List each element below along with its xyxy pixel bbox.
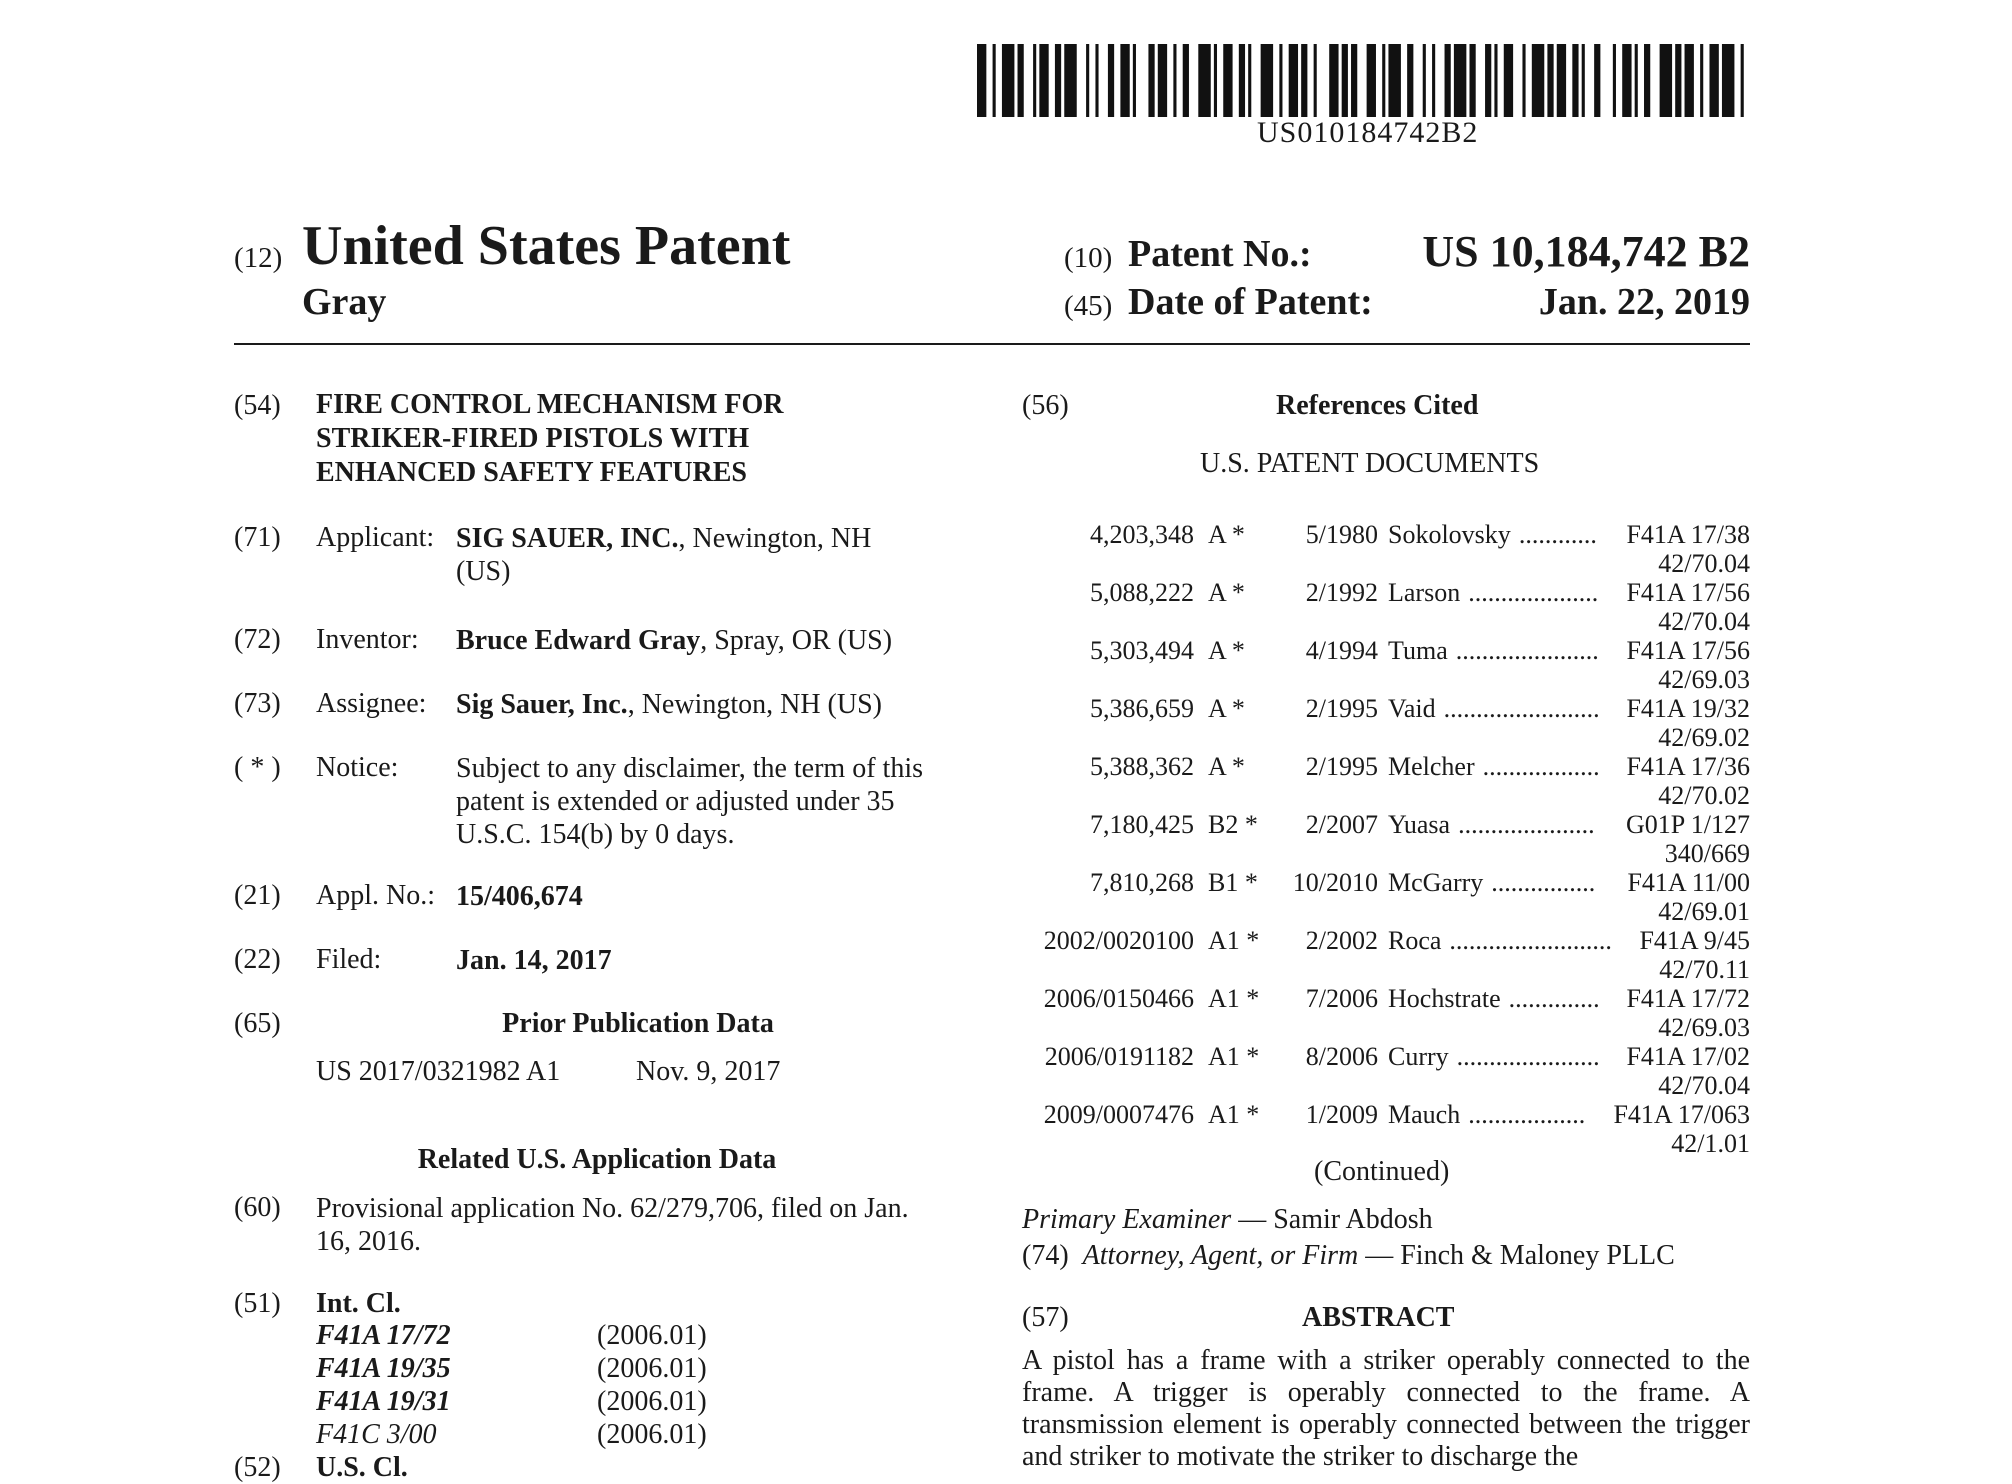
barcode-bar — [1367, 44, 1376, 117]
barcode-bar — [1469, 44, 1475, 117]
reference-name — [1388, 1100, 1585, 1130]
barcode-bar — [1382, 44, 1385, 117]
reference-name — [1388, 868, 1595, 898]
continued-note: (Continued) — [1314, 1156, 1450, 1187]
examiner-name: — Samir Abdosh — [1231, 1204, 1433, 1235]
assignee-value — [456, 688, 882, 721]
reference-name-text: Melcher — [1388, 752, 1475, 781]
reference-number: 5,303,494 — [1090, 636, 1194, 665]
title-code: (54) — [234, 390, 281, 421]
date-label: Date of Patent: — [1128, 281, 1373, 323]
reference-number: 2006/0150466 — [1043, 984, 1194, 1013]
barcode-bar — [1582, 44, 1585, 117]
barcode-icon — [977, 44, 1750, 117]
reference-kind: A1 * — [1208, 1042, 1260, 1071]
reference-row — [1000, 636, 1750, 694]
reference-date: 8/2006 — [1305, 1042, 1378, 1071]
notice-line: patent is extended or adjusted under 35 — [456, 786, 895, 817]
us-cl-code: (52) — [234, 1452, 281, 1483]
int-cl-item-code: F41A 19/31 — [316, 1386, 451, 1417]
barcode-bar — [1557, 44, 1566, 117]
barcode-bar — [1613, 44, 1616, 117]
reference-name-text: Sokolovsky — [1388, 520, 1511, 549]
reference-number: 2006/0191182 — [1044, 1042, 1194, 1071]
reference-name — [1388, 984, 1600, 1014]
reference-number: 2002/0020100 — [1043, 926, 1194, 955]
int-cl-item-code: F41A 19/35 — [316, 1353, 451, 1384]
reference-class: F41A 17/72 — [1626, 984, 1750, 1013]
reference-date: 2/1995 — [1305, 752, 1378, 781]
barcode-bar — [1635, 44, 1638, 117]
reference-leader-dots: ......................... — [1449, 926, 1612, 955]
reference-name-text: Hochstrate — [1388, 984, 1501, 1013]
barcode-bar — [1064, 44, 1076, 117]
inventor-name: Bruce Edward Gray — [456, 625, 701, 656]
barcode-bar — [1504, 44, 1513, 117]
barcode-bar — [993, 44, 996, 117]
barcode-bar — [1675, 44, 1681, 117]
reference-row — [1000, 1100, 1750, 1158]
date-value: Jan. 22, 2019 — [1538, 281, 1750, 323]
barcode-bar — [1261, 44, 1273, 117]
reference-name — [1388, 810, 1595, 840]
notice-code: ( * ) — [234, 752, 281, 783]
reference-subclass: 42/70.04 — [1658, 607, 1750, 636]
reference-date: 2/1992 — [1305, 578, 1378, 607]
reference-name-text: McGarry — [1388, 868, 1484, 897]
reference-name-text: Vaid — [1388, 694, 1436, 723]
reference-number: 4,203,348 — [1090, 520, 1194, 549]
inventor-code: (72) — [234, 624, 281, 655]
barcode-bar — [1454, 44, 1466, 117]
barcode-bar — [1198, 44, 1210, 117]
abstract-code: (57) — [1022, 1302, 1069, 1333]
barcode-bar — [1301, 44, 1307, 117]
int-cl-item-version: (2006.01) — [597, 1320, 707, 1351]
reference-subclass: 42/69.03 — [1658, 665, 1750, 694]
reference-row — [1000, 1042, 1750, 1100]
barcode-bar — [1158, 44, 1167, 117]
attorney-label: Attorney, Agent, or Firm — [1082, 1240, 1359, 1271]
barcode-bar — [1214, 44, 1217, 117]
reference-subclass: 42/69.03 — [1658, 1013, 1750, 1042]
reference-name — [1388, 520, 1597, 550]
reference-kind: B1 * — [1208, 868, 1258, 897]
barcode-bar — [1248, 44, 1251, 117]
invention-title — [316, 388, 783, 490]
related-text — [316, 1192, 909, 1258]
prior-pub-number: US 2017/0321982 A1 — [316, 1056, 561, 1087]
reference-date: 4/1994 — [1305, 636, 1378, 665]
reference-name — [1388, 1042, 1600, 1072]
reference-name-text: Mauch — [1388, 1100, 1461, 1129]
applicant-code: (71) — [234, 522, 281, 553]
notice-line: Subject to any disclaimer, the term of this — [456, 753, 923, 784]
refs-code: (56) — [1022, 390, 1069, 421]
barcode-bar — [977, 44, 986, 117]
assignee-code: (73) — [234, 688, 281, 719]
applicant-location: , Newington, NH — [678, 523, 872, 554]
reference-kind: A * — [1208, 694, 1245, 723]
inventor-surname: Gray — [302, 281, 387, 323]
reference-subclass: 42/70.04 — [1658, 1071, 1750, 1100]
int-cl-item-version: (2006.01) — [597, 1386, 707, 1417]
barcode-bar — [1033, 44, 1036, 117]
barcode-bar — [1108, 44, 1114, 117]
reference-name — [1388, 694, 1600, 724]
barcode-number: US010184742B2 — [1257, 116, 1479, 149]
reference-class: F41A 17/56 — [1626, 578, 1750, 607]
reference-number: 5,386,659 — [1090, 694, 1194, 723]
reference-leader-dots: .................. — [1468, 1100, 1586, 1129]
barcode-bar — [1741, 44, 1744, 117]
reference-subclass: 42/70.02 — [1658, 781, 1750, 810]
header-divider — [234, 343, 1750, 345]
reference-name-text: Tuma — [1388, 636, 1448, 665]
reference-date: 2/2002 — [1305, 926, 1378, 955]
page-title: United States Patent — [302, 215, 791, 277]
barcode-bar — [1133, 44, 1136, 117]
reference-leader-dots: ........................ — [1443, 694, 1600, 723]
reference-number: 5,088,222 — [1090, 578, 1194, 607]
reference-subclass: 42/69.02 — [1658, 723, 1750, 752]
reference-name-text: Yuasa — [1388, 810, 1451, 839]
barcode-bar — [1388, 44, 1400, 117]
abstract-text: A pistol has a frame with a striker operably connected to the frame. A trigger is operably connected to the frame. A transmission element is operably connected between the trigger and striker to motivate the striker to discharge the — [1022, 1345, 1750, 1472]
primary-examiner — [1022, 1204, 1433, 1236]
barcode-bar — [1432, 44, 1435, 117]
barcode-bar — [1314, 44, 1317, 117]
doc-type-code: (12) — [234, 242, 283, 274]
barcode-bar — [1342, 44, 1348, 117]
reference-kind: A * — [1208, 636, 1245, 665]
barcode-bar — [1239, 44, 1245, 117]
attorney-name: — Finch & Maloney PLLC — [1358, 1240, 1675, 1271]
filed-code: (22) — [234, 944, 281, 975]
reference-date: 2/2007 — [1305, 810, 1378, 839]
barcode-bar — [1407, 44, 1413, 117]
reference-subclass: 42/1.01 — [1671, 1129, 1750, 1158]
reference-class: F41A 17/02 — [1626, 1042, 1750, 1071]
reference-row — [1000, 752, 1750, 810]
barcode-bar — [1709, 44, 1718, 117]
barcode-bar — [1685, 44, 1694, 117]
applicant-value — [456, 522, 871, 588]
reference-kind: A1 * — [1208, 926, 1260, 955]
reference-kind: A * — [1208, 520, 1245, 549]
reference-name — [1388, 636, 1599, 666]
examiner-label: Primary Examiner — [1022, 1204, 1232, 1235]
reference-date: 1/2009 — [1305, 1100, 1378, 1129]
reference-row — [1000, 868, 1750, 926]
date-code: (45) — [1064, 290, 1113, 322]
reference-leader-dots: ...................... — [1455, 636, 1599, 665]
barcode-bar — [1622, 44, 1631, 117]
reference-row — [1000, 926, 1750, 984]
barcode-bar — [1522, 44, 1525, 117]
barcode-bar — [1148, 44, 1154, 117]
refs-subheading: U.S. PATENT DOCUMENTS — [1200, 448, 1540, 479]
barcode-bar — [1485, 44, 1491, 117]
reference-name — [1388, 578, 1598, 608]
int-cl-label: Int. Cl. — [316, 1288, 401, 1319]
int-cl-code: (51) — [234, 1288, 281, 1319]
int-cl-item-version: (2006.01) — [597, 1419, 707, 1450]
reference-row — [1000, 694, 1750, 752]
barcode-bar — [1002, 44, 1014, 117]
reference-row — [1000, 810, 1750, 868]
reference-name — [1388, 752, 1600, 782]
barcode-bar — [1644, 44, 1650, 117]
reference-date: 2/1995 — [1305, 694, 1378, 723]
reference-name-text: Curry — [1388, 1042, 1449, 1071]
reference-class: F41A 9/45 — [1639, 926, 1750, 955]
related-line: 16, 2016. — [316, 1226, 421, 1257]
reference-kind: A * — [1208, 578, 1245, 607]
reference-leader-dots: ...................... — [1456, 1042, 1600, 1071]
barcode-bar — [1722, 44, 1734, 117]
barcode-bar — [1086, 44, 1089, 117]
reference-class: G01P 1/127 — [1626, 810, 1750, 839]
barcode-bar — [1279, 44, 1282, 117]
reference-leader-dots: .................... — [1468, 578, 1599, 607]
reference-number: 7,810,268 — [1090, 868, 1194, 897]
appl-no-label: Appl. No.: — [316, 880, 435, 911]
reference-name-text: Roca — [1388, 926, 1442, 955]
assignee-label: Assignee: — [316, 688, 427, 719]
reference-subclass: 42/70.11 — [1659, 955, 1750, 984]
attorney-code: (74) — [1022, 1240, 1069, 1271]
reference-name-text: Larson — [1388, 578, 1461, 607]
reference-row — [1000, 984, 1750, 1042]
barcode-bar — [1120, 44, 1129, 117]
invention-title-line: ENHANCED SAFETY FEATURES — [316, 457, 747, 488]
patent-no-value: US 10,184,742 B2 — [1422, 227, 1750, 276]
refs-heading: References Cited — [1276, 390, 1479, 421]
appl-no-value: 15/406,674 — [456, 881, 583, 912]
prior-pub-code: (65) — [234, 1008, 281, 1039]
barcode-bar — [1095, 44, 1098, 117]
related-code: (60) — [234, 1192, 281, 1223]
barcode-bar — [1532, 44, 1544, 117]
barcode-bar — [1423, 44, 1426, 117]
assignee-location: , Newington, NH (US) — [627, 689, 882, 720]
us-cl-label: U.S. Cl. — [316, 1452, 408, 1483]
abstract-heading: ABSTRACT — [1302, 1302, 1455, 1333]
reference-kind: B2 * — [1208, 810, 1258, 839]
reference-class: F41A 19/32 — [1626, 694, 1750, 723]
barcode-bar — [1700, 44, 1703, 117]
applicant-name: SIG SAUER, INC. — [456, 523, 679, 554]
applicant-label: Applicant: — [316, 522, 435, 553]
prior-pub-date: Nov. 9, 2017 — [636, 1056, 781, 1087]
reference-name — [1388, 926, 1612, 956]
barcode-bar — [1289, 44, 1298, 117]
reference-class: F41A 17/38 — [1626, 520, 1750, 549]
prior-pub-heading: Prior Publication Data — [502, 1008, 774, 1039]
reference-class: F41A 17/36 — [1626, 752, 1750, 781]
barcode-bar — [1223, 44, 1232, 117]
barcode-bar — [1547, 44, 1553, 117]
reference-number: 2009/0007476 — [1043, 1100, 1194, 1129]
assignee-name: Sig Sauer, Inc. — [456, 689, 628, 720]
barcode-bar — [1660, 44, 1672, 117]
int-cl-item-version: (2006.01) — [597, 1353, 707, 1384]
patent-no-code: (10) — [1064, 242, 1113, 274]
inventor-label: Inventor: — [316, 624, 419, 655]
reference-subclass: 42/70.04 — [1658, 549, 1750, 578]
reference-date: 5/1980 — [1305, 520, 1378, 549]
reference-subclass: 42/69.01 — [1658, 897, 1750, 926]
barcode-bar — [1572, 44, 1578, 117]
barcode-bar — [1329, 44, 1338, 117]
reference-leader-dots: .................. — [1482, 752, 1600, 781]
related-line: Provisional application No. 62/279,706, filed on Jan. — [316, 1193, 909, 1224]
reference-kind: A1 * — [1208, 984, 1260, 1013]
int-cl-item-code: F41A 17/72 — [316, 1320, 451, 1351]
related-heading: Related U.S. Application Data — [417, 1144, 777, 1175]
applicant-country: (US) — [456, 556, 511, 587]
inventor-location: , Spray, OR (US) — [700, 625, 893, 656]
reference-class: F41A 17/56 — [1626, 636, 1750, 665]
filed-label: Filed: — [316, 944, 382, 975]
reference-leader-dots: .............. — [1508, 984, 1600, 1013]
barcode-bar — [1018, 44, 1024, 117]
invention-title-line: FIRE CONTROL MECHANISM FOR — [316, 389, 784, 420]
reference-number: 5,388,362 — [1090, 752, 1194, 781]
reference-class: F41A 17/063 — [1613, 1100, 1750, 1129]
notice-text — [456, 752, 923, 851]
barcode-bar — [1039, 44, 1048, 117]
int-cl-item-code: F41C 3/00 — [316, 1419, 437, 1450]
patent-no-label: Patent No.: — [1128, 233, 1312, 275]
reference-row — [1000, 578, 1750, 636]
reference-kind: A1 * — [1208, 1100, 1260, 1129]
reference-subclass: 340/669 — [1664, 839, 1750, 868]
appl-no-code: (21) — [234, 880, 281, 911]
reference-leader-dots: ..................... — [1458, 810, 1595, 839]
reference-leader-dots: ................ — [1491, 868, 1596, 897]
reference-leader-dots: ............ — [1518, 520, 1597, 549]
inventor-value — [456, 624, 892, 657]
reference-class: F41A 11/00 — [1627, 868, 1750, 897]
notice-line: U.S.C. 154(b) by 0 days. — [456, 819, 735, 850]
reference-date: 10/2010 — [1292, 868, 1378, 897]
reference-date: 7/2006 — [1305, 984, 1378, 1013]
filed-value: Jan. 14, 2017 — [456, 945, 612, 976]
barcode-bar — [1494, 44, 1497, 117]
notice-label: Notice: — [316, 752, 399, 783]
reference-number: 7,180,425 — [1090, 810, 1194, 839]
barcode-bar — [1351, 44, 1357, 117]
barcode-bar — [1173, 44, 1176, 117]
attorney — [1022, 1240, 1675, 1272]
invention-title-line: STRIKER-FIRED PISTOLS WITH — [316, 423, 750, 454]
barcode-bar — [1055, 44, 1061, 117]
barcode-bar — [1183, 44, 1189, 117]
reference-kind: A * — [1208, 752, 1245, 781]
barcode-bar — [1594, 44, 1600, 117]
barcode-bar — [1445, 44, 1451, 117]
reference-row — [1000, 520, 1750, 578]
